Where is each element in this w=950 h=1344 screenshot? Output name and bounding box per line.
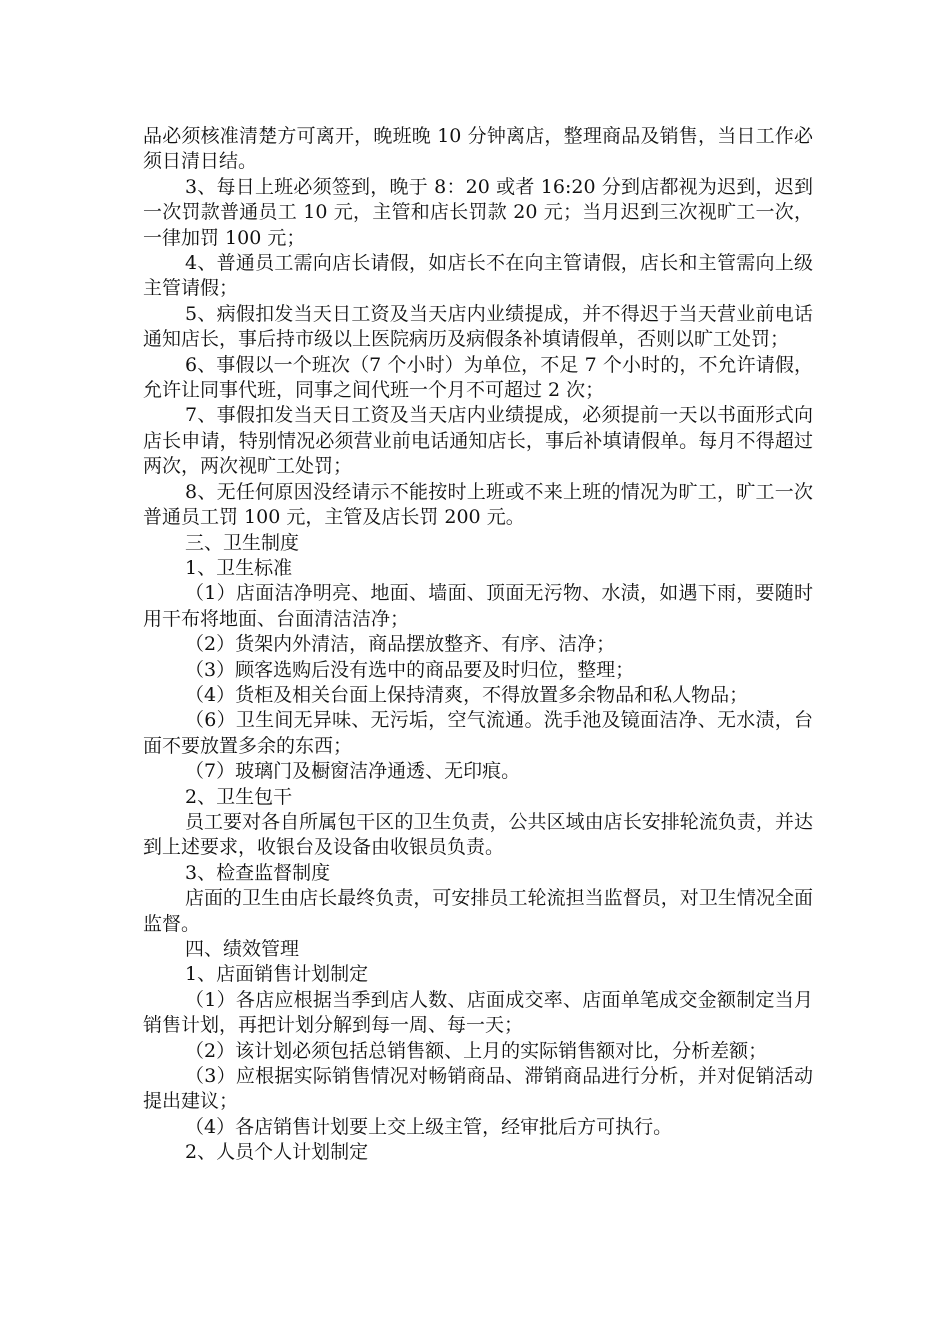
subsection-heading: 1、店面销售计划制定	[185, 963, 369, 986]
section-heading: 四、绩效管理	[185, 938, 300, 960]
paragraph: 3、每日上班必须签到，晚于 8：20 或者 16:20 分到店都视为迟到，迟到一次罚款普通员工 10 元，主管和店长罚款 20 元；当月迟到三次视旷工一次，一律加罚 100 元；	[143, 175, 813, 249]
subsection-heading: 1、卫生标准	[185, 556, 293, 579]
paragraph: 店面的卫生由店长最终负责，可安排员工轮流担当监督员，对卫生情况全面监督。	[143, 887, 813, 935]
paragraph: 7、事假扣发当天日工资及当天店内业绩提成，必须提前一天以书面形式向店长申请，特别情况必须营业前电话通知店长，事后补填请假单。每月不得超过两次，两次视旷工处罚；	[143, 404, 813, 478]
paragraph: 5、病假扣发当天日工资及当天店内业绩提成，并不得迟于当天营业前电话通知店长，事后持市级以上医院病历及病假条补填请假单，否则以旷工处罚；	[143, 302, 813, 351]
list-item: （2）该计划必须包括总销售额、上月的实际销售额对比，分析差额；	[185, 1039, 768, 1062]
document-body	[143, 124, 813, 1166]
list-item: （4）各店销售计划要上交上级主管，经审批后方可执行。	[185, 1115, 673, 1138]
subsection-heading: 2、卫生包干	[185, 785, 293, 808]
paragraph: 品必须核准清楚方可离开，晚班晚 10 分钟离店，整理商品及销售，当日工作必须日清日结。	[143, 125, 813, 173]
list-item: （1）各店应根据当季到店人数、店面成交率、店面单笔成交金额制定当月销售计划，再把计划分解到每一周、每一天；	[143, 988, 813, 1037]
list-item: （4）货柜及相关台面上保持清爽，不得放置多余物品和私人物品；	[185, 683, 749, 706]
paragraph: 员工要对各自所属包干区的卫生负责，公共区域由店长安排轮流负责，并达到上述要求，收银台及设备由收银员负责。	[143, 810, 813, 859]
list-item: （6）卫生间无异味、无污垢，空气流通。洗手池及镜面洁净、无水渍，台面不要放置多余的东西；	[143, 709, 813, 757]
subsection-heading: 3、检查监督制度	[185, 861, 331, 884]
list-item: （3）顾客选购后没有选中的商品要及时归位，整理；	[185, 658, 635, 681]
list-item: （7）玻璃门及橱窗洁净通透、无印痕。	[185, 760, 521, 783]
paragraph: 8、无任何原因没经请示不能按时上班或不来上班的情况为旷工，旷工一次普通员工罚 100 元，主管及店长罚 200 元。	[143, 480, 813, 529]
paragraph: 4、普通员工需向店长请假，如店长不在向主管请假，店长和主管需向上级主管请假；	[143, 252, 813, 300]
list-item: （2）货架内外清洁，商品摆放整齐、有序、洁净；	[185, 633, 616, 656]
list-item: （1）店面洁净明亮、地面、墙面、顶面无污物、水渍，如遇下雨，要随时用干布将地面、台面清洁洁净；	[143, 582, 813, 630]
list-item: （3）应根据实际销售情况对畅销商品、滞销商品进行分析，并对促销活动提出建议；	[143, 1065, 813, 1113]
subsection-heading: 2、人员个人计划制定	[185, 1141, 369, 1164]
paragraph: 6、事假以一个班次（7 个小时）为单位，不足 7 个小时的，不允许请假，允许让同事代班，同事之间代班一个月不可超过 2 次；	[143, 353, 813, 402]
section-heading: 三、卫生制度	[185, 531, 300, 554]
